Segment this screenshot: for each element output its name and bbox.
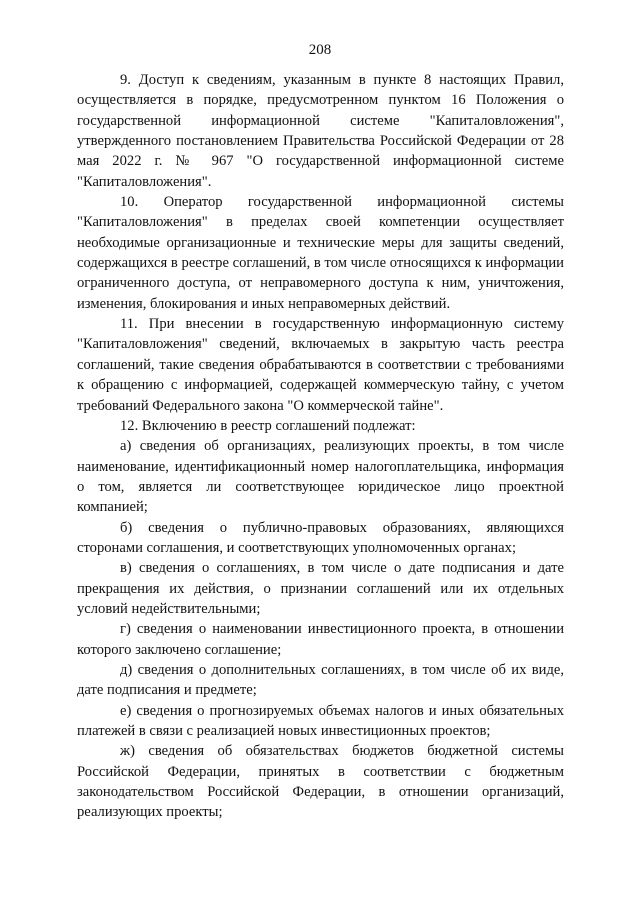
document-body xyxy=(77,70,564,823)
paragraph-12: 12. Включению в реестр соглашений подлежат: xyxy=(120,417,416,434)
list-item-zh: ж) сведения об обязательствах бюджетов бюджетной системы Российской Федерации, принятых в соответствии с бюджетным законодательством Российской Федерации, в отношении организаций, реализующих проекты; xyxy=(77,743,564,821)
paragraph-11: 11. При внесении в государственную информационную систему "Капиталовложения" сведений, включаемых в закрытую часть реестра соглашений, такие сведения обрабатываются в соответствии с требованиями к обращению с информацией, содержащей коммерческую тайну, с учетом требований Федерального закона "О коммерческой тайне". xyxy=(77,316,564,414)
list-item-e: е) сведения о прогнозируемых объемах налогов и иных обязательных платежей в связи с реализацией новых инвестиционных проектов; xyxy=(77,702,564,739)
list-item-b: б) сведения о публично-правовых образованиях, являющихся сторонами соглашения, и соответствующих уполномоченных органах; xyxy=(77,519,564,556)
list-item-v: в) сведения о соглашениях, в том числе о дате подписания и дате прекращения их действия, о признании соглашений или их отдельных условий недействительными; xyxy=(77,560,564,617)
list-item-d: д) сведения о дополнительных соглашениях, в том числе об их виде, дате подписания и предмете; xyxy=(77,661,564,699)
list-item-g: г) сведения о наименовании инвестиционного проекта, в отношении которого заключено соглашение; xyxy=(77,621,564,658)
paragraph-10: 10. Оператор государственной информационной системы "Капиталовложения" в пределах своей компетенции осуществляет необходимые организационные и технические меры для защиты сведений, содержащихся в реестре соглашений, в том числе относящихся к информации ограниченного доступа, от неправомерного доступа к ним, уничтожения, изменения, блокирования и иных неправомерных действий. xyxy=(77,194,564,312)
page-number: 208 xyxy=(308,42,332,58)
list-item-a: а) сведения об организациях, реализующих проекты, в том числе наименование, идентификационный номер налогоплательщика, информация о том, является ли соответствующее юридическое лицо проектной компанией; xyxy=(77,438,564,516)
paragraph-9: 9. Доступ к сведениям, указанным в пункте 8 настоящих Правил, осуществляется в порядке, предусмотренном пунктом 16 Положения о государственной информационной системе "Капиталовложения", утвержденного постановлением Правительства Российской Федерации от 28 мая 2022 г. № 967 "О государственной информационной системе "Капиталовложения". xyxy=(77,72,564,190)
